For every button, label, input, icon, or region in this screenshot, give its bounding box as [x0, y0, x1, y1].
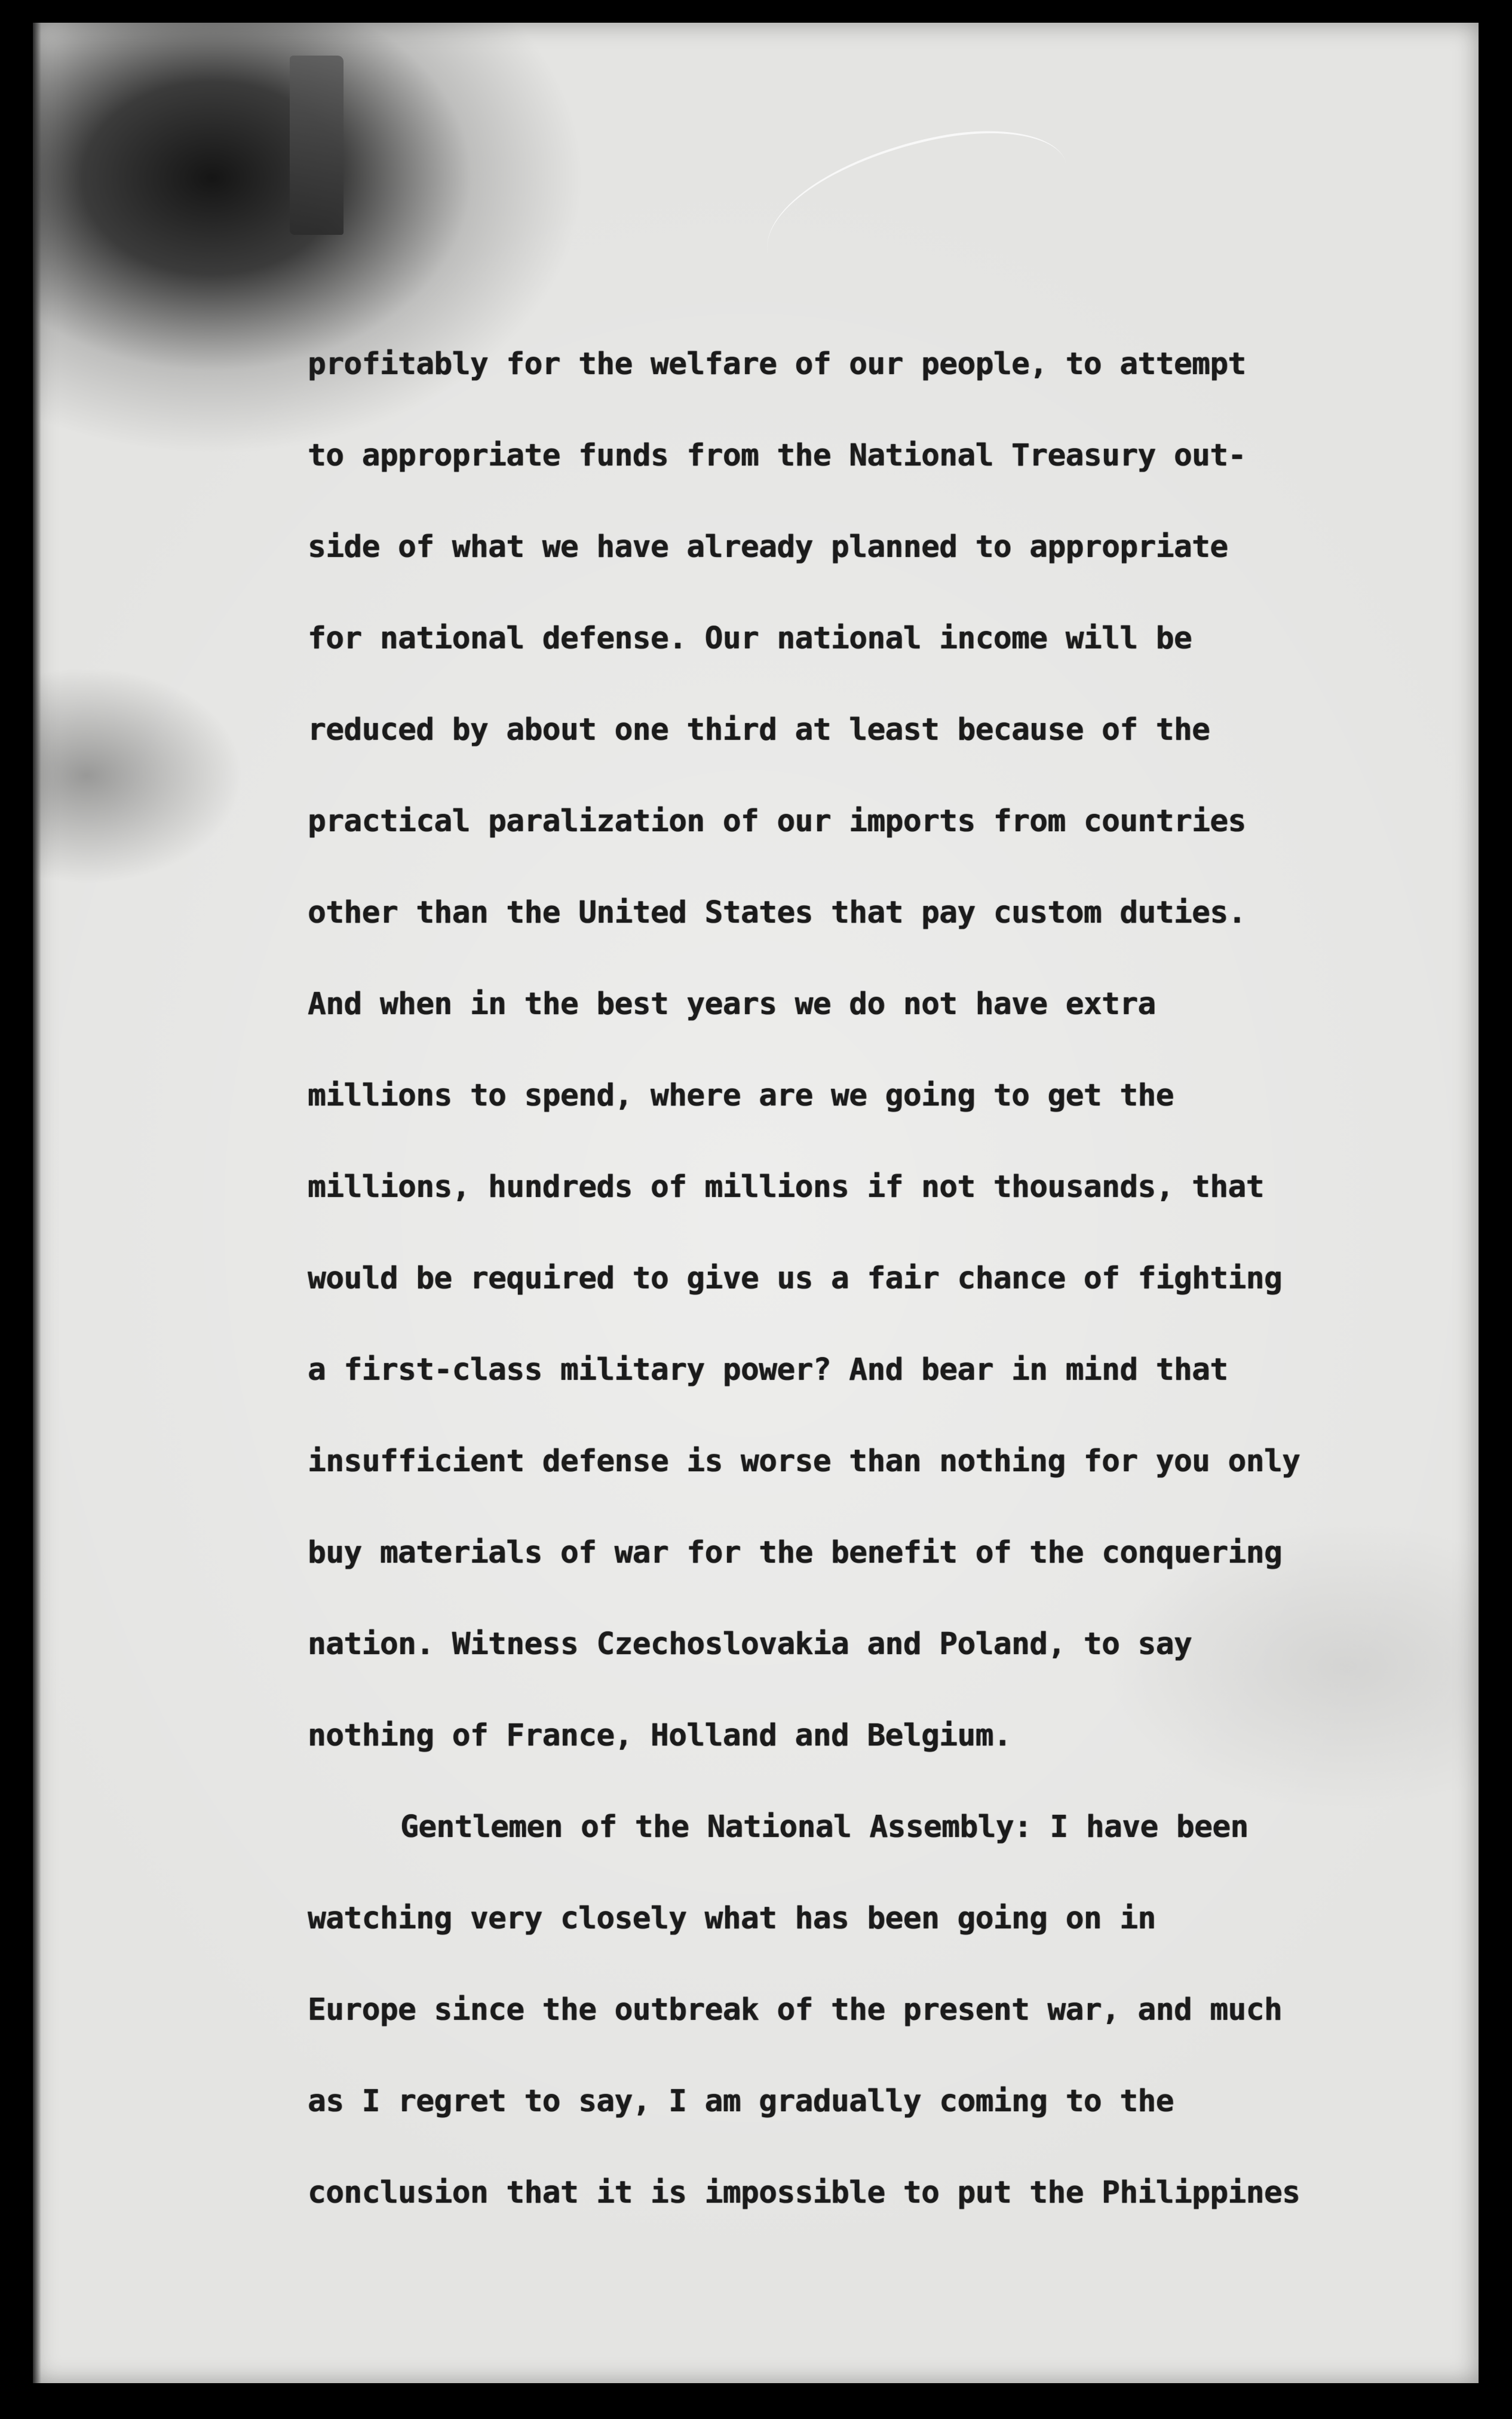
text-line: nation. Witness Czechoslovakia and Poland, to say	[308, 1627, 1192, 1662]
text-line: conclusion that it is impossible to put the Philippines	[308, 2175, 1301, 2210]
text-line: side of what we have already planned to appropriate	[308, 529, 1228, 565]
text-line: profitably for the welfare of our people, to attempt	[308, 347, 1246, 382]
text-line: Europe since the outbreak of the present war, and much	[308, 1992, 1283, 2028]
text-line: Gentlemen of the National Assembly: I have been	[400, 1809, 1249, 1845]
text-line: nothing of France, Holland and Belgium.	[308, 1718, 1011, 1753]
text-line: reduced by about one third at least because of the	[308, 712, 1210, 748]
text-line: a first-class military power? And bear in mind that	[308, 1352, 1228, 1388]
text-line: insufficient defense is worse than nothing for you only	[308, 1444, 1301, 1479]
body-text	[308, 347, 1353, 2267]
film-scratch	[751, 111, 1082, 307]
page-edge-shadow	[33, 23, 41, 2383]
text-line: And when in the best years we do not have extra	[308, 987, 1156, 1022]
text-line: for national defense. Our national income will be	[308, 621, 1192, 656]
text-line: other than the United States that pay custom duties.	[308, 895, 1246, 930]
torn-paper-mark	[290, 56, 344, 235]
text-line: to appropriate funds from the National Treasury out-	[308, 438, 1246, 473]
text-line: millions to spend, where are we going to get the	[308, 1078, 1174, 1113]
text-line: as I regret to say, I am gradually coming to the	[308, 2084, 1174, 2119]
text-line: buy materials of war for the benefit of the conquering	[308, 1535, 1283, 1570]
text-line: would be required to give us a fair chance of fighting	[308, 1261, 1283, 1296]
text-line: millions, hundreds of millions if not thousands, that	[308, 1169, 1264, 1205]
text-line: practical paralization of our imports from countries	[308, 804, 1246, 839]
text-line: watching very closely what has been going on in	[308, 1901, 1156, 1936]
